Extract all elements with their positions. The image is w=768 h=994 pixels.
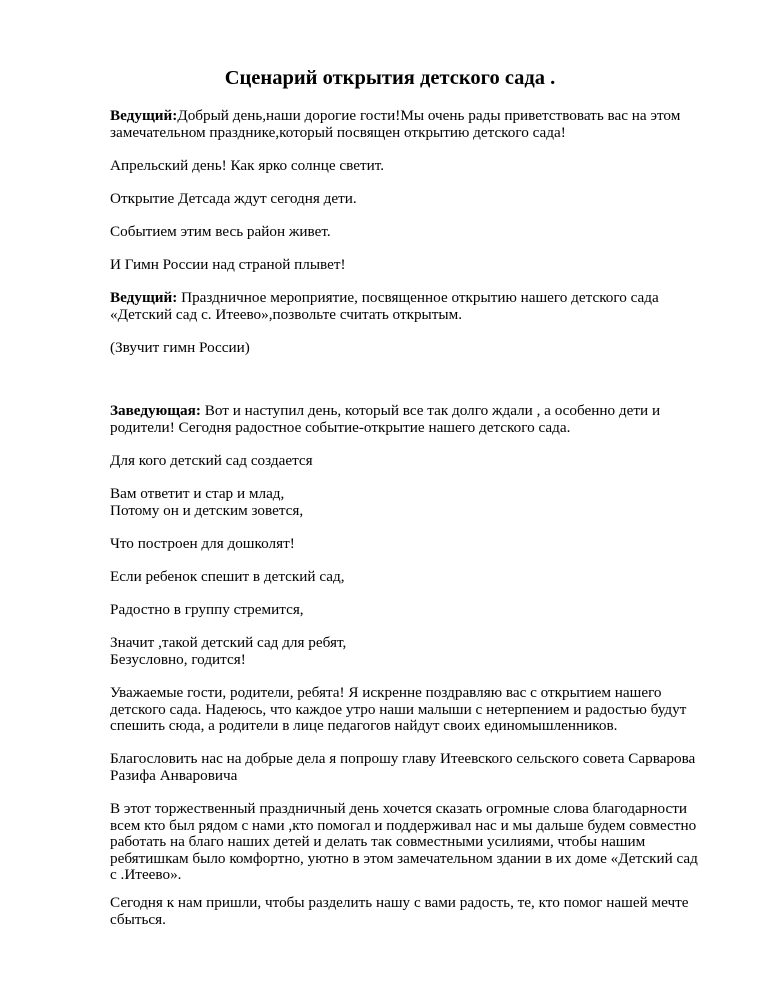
paragraph-line: всем кто был рядом с нами ,кто помогал и поддерживал нас и мы дальше будем совместно bbox=[110, 816, 697, 834]
paragraph-line: Потому он и детским зовется, bbox=[110, 501, 304, 519]
paragraph-line bbox=[110, 290, 720, 307]
paragraph-line: Событием этим весь район живет. bbox=[110, 223, 331, 240]
paragraph-text: Праздничное мероприятие, посвященное открытию нашего детского сада bbox=[177, 289, 659, 306]
paragraph-line: с .Итеево». bbox=[110, 866, 182, 883]
paragraph-poem-line-4 bbox=[110, 257, 720, 274]
paragraph-verse-1 bbox=[110, 453, 720, 470]
paragraph-line: ребятишкам было комфортно, уютно в этом замечательном здании в их доме «Детский сад bbox=[110, 849, 698, 867]
paragraph-line: Благословить нас на добрые дела я попрошу главу Итеевского сельского совета Сарварова bbox=[110, 750, 696, 767]
paragraph-line bbox=[110, 108, 720, 125]
paragraph-line: Уважаемые гости, родители, ребята! Я искренне поздравляю вас с открытием нашего bbox=[110, 684, 662, 701]
paragraph-text: Вот и наступил день, который все так долго ждали , а особенно дети и bbox=[200, 402, 661, 419]
paragraph-line: сбыться. bbox=[110, 910, 166, 928]
paragraph-poem-line-1 bbox=[110, 158, 720, 175]
paragraph-line: Открытие Детсада ждут сегодня дети. bbox=[110, 190, 357, 207]
paragraph-verse-5 bbox=[110, 602, 720, 619]
paragraph-line: Сегодня к нам пришли, чтобы разделить нашу с вами радость, те, кто помог нашей мечте bbox=[110, 894, 689, 911]
paragraph-blessing bbox=[110, 751, 720, 784]
speaker-label: Заведующая: bbox=[110, 402, 201, 419]
paragraph-verse-4 bbox=[110, 569, 720, 586]
paragraph-anthem-note bbox=[110, 340, 720, 357]
paragraph-line: спешить сюда, а родители в лице педагогов найдут своих единомышленников. bbox=[110, 717, 618, 734]
paragraph-line: Для кого детский сад создается bbox=[110, 452, 313, 469]
speaker-label: Ведущий: bbox=[110, 289, 178, 306]
paragraph-line: детского сада. Надеюсь, что каждое утро наши малыши с нетерпением и радостью будут bbox=[110, 700, 687, 718]
paragraph-host-opening bbox=[110, 290, 720, 323]
speaker-label: Ведущий: bbox=[110, 107, 178, 124]
paragraph-line: родители! Сегодня радостное событие-открытие нашего детского сада. bbox=[110, 418, 571, 436]
paragraph-poem-line-3 bbox=[110, 224, 720, 241]
paragraph-line: Значит ,такой детский сад для ребят, bbox=[110, 634, 347, 651]
paragraph-line: (Звучит гимн России) bbox=[110, 339, 250, 356]
paragraph-line: Безусловно, годится! bbox=[110, 650, 246, 668]
paragraph-line: замечательном празднике,который посвящен открытию детского сада! bbox=[110, 123, 566, 141]
paragraph-verse-2 bbox=[110, 486, 720, 519]
paragraph-verse-3 bbox=[110, 536, 720, 553]
paragraph-congratulations bbox=[110, 685, 720, 735]
paragraph-host-greeting bbox=[110, 108, 720, 141]
paragraph-line: Вам ответит и стар и млад, bbox=[110, 485, 285, 502]
paragraph-poem-line-2 bbox=[110, 191, 720, 208]
paragraph-line: Апрельский день! Как ярко солнце светит. bbox=[110, 157, 385, 174]
paragraph-line bbox=[110, 403, 720, 420]
paragraph-gratitude bbox=[110, 801, 720, 884]
paragraph-line: Что построен для дошколят! bbox=[110, 535, 295, 552]
paragraph-director-speech bbox=[110, 403, 720, 436]
paragraph-line: «Детский сад с. Итеево»,позвольте считать открытым. bbox=[110, 305, 463, 323]
paragraph-line: работать на благо наших детей и делать так совместными усилиями, чтобы нашим bbox=[110, 833, 646, 850]
paragraph-line: Радостно в группу стремится, bbox=[110, 601, 304, 618]
paragraph-line: Если ребенок спешит в детский сад, bbox=[110, 568, 345, 585]
page-title: Сценарий открытия детского сада . bbox=[224, 67, 556, 89]
paragraph-line: И Гимн России над страной плывет! bbox=[110, 256, 346, 273]
paragraph-verse-6 bbox=[110, 635, 720, 668]
paragraph-guests bbox=[110, 895, 720, 928]
paragraph-line: Разифа Анваровича bbox=[110, 766, 238, 784]
paragraph-text: Добрый день,наши дорогие гости!Мы очень рады приветствовать вас на этом bbox=[177, 107, 681, 124]
paragraph-line: В этот торжественный праздничный день хочется сказать огромные слова благодарности bbox=[110, 800, 687, 817]
